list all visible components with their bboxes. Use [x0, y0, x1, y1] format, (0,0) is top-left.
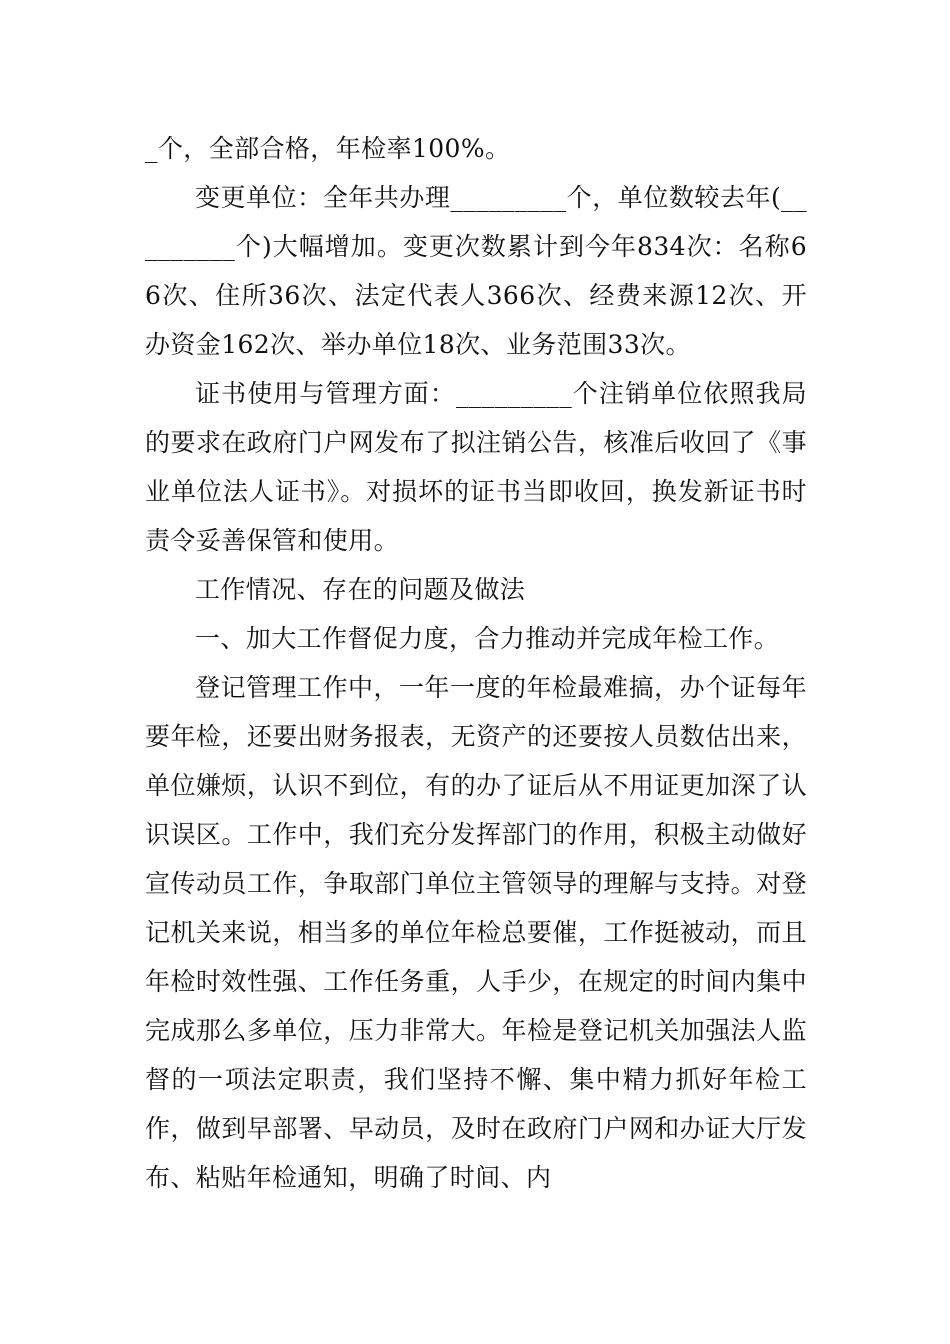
- paragraph-change-units: 变更单位：全年共办理_________个，单位数较去年(_________个)大幅增加。变更次数累计到今年834次：名称66次、住所36次、法定代表人366次、经费来源12次、开办资金162次、举办单位18次、业务范围33次。: [145, 183, 807, 359]
- paragraph-continuation: _个，全部合格，年检率100%。: [145, 134, 511, 163]
- subheading-annual-inspection: 一、加大工作督促力度，合力推动并完成年检工作。: [195, 624, 780, 653]
- paragraph-certificate-management: 证书使用与管理方面：_________个注销单位依照我局的要求在政府门户网发布了拟注销公告，核准后收回了《事业单位法人证书》。对损坏的证书当即收回，换发新证书时责令妥善保管和使用。: [145, 379, 807, 555]
- section-heading-work-situation: 工作情况、存在的问题及做法: [195, 575, 526, 604]
- paragraph-registration-management: 登记管理工作中，一年一度的年检最难搞，办个证每年要年检，还要出财务报表，无资产的还要按人员数估出来，单位嫌烦，认识不到位，有的办了证后从不用证更加深了认识误区。工作中，我们充分发挥部门的作用，积极主动做好宣传动员工作，争取部门单位主管领导的理解与支持。对登记机关来说，相当多的单位年检总要催，工作挺被动，而且年检时效性强、工作任务重，人手少，在规定的时间内集中完成那么多单位，压力非常大。年检是登记机关加强法人监督的一项法定职责，我们坚持不懈、集中精力抓好年检工作，做到早部署、早动员，及时在政府门户网和办证大厅发布、粘贴年检通知，明确了时间、内: [145, 673, 807, 1192]
- document-body: [145, 124, 807, 1202]
